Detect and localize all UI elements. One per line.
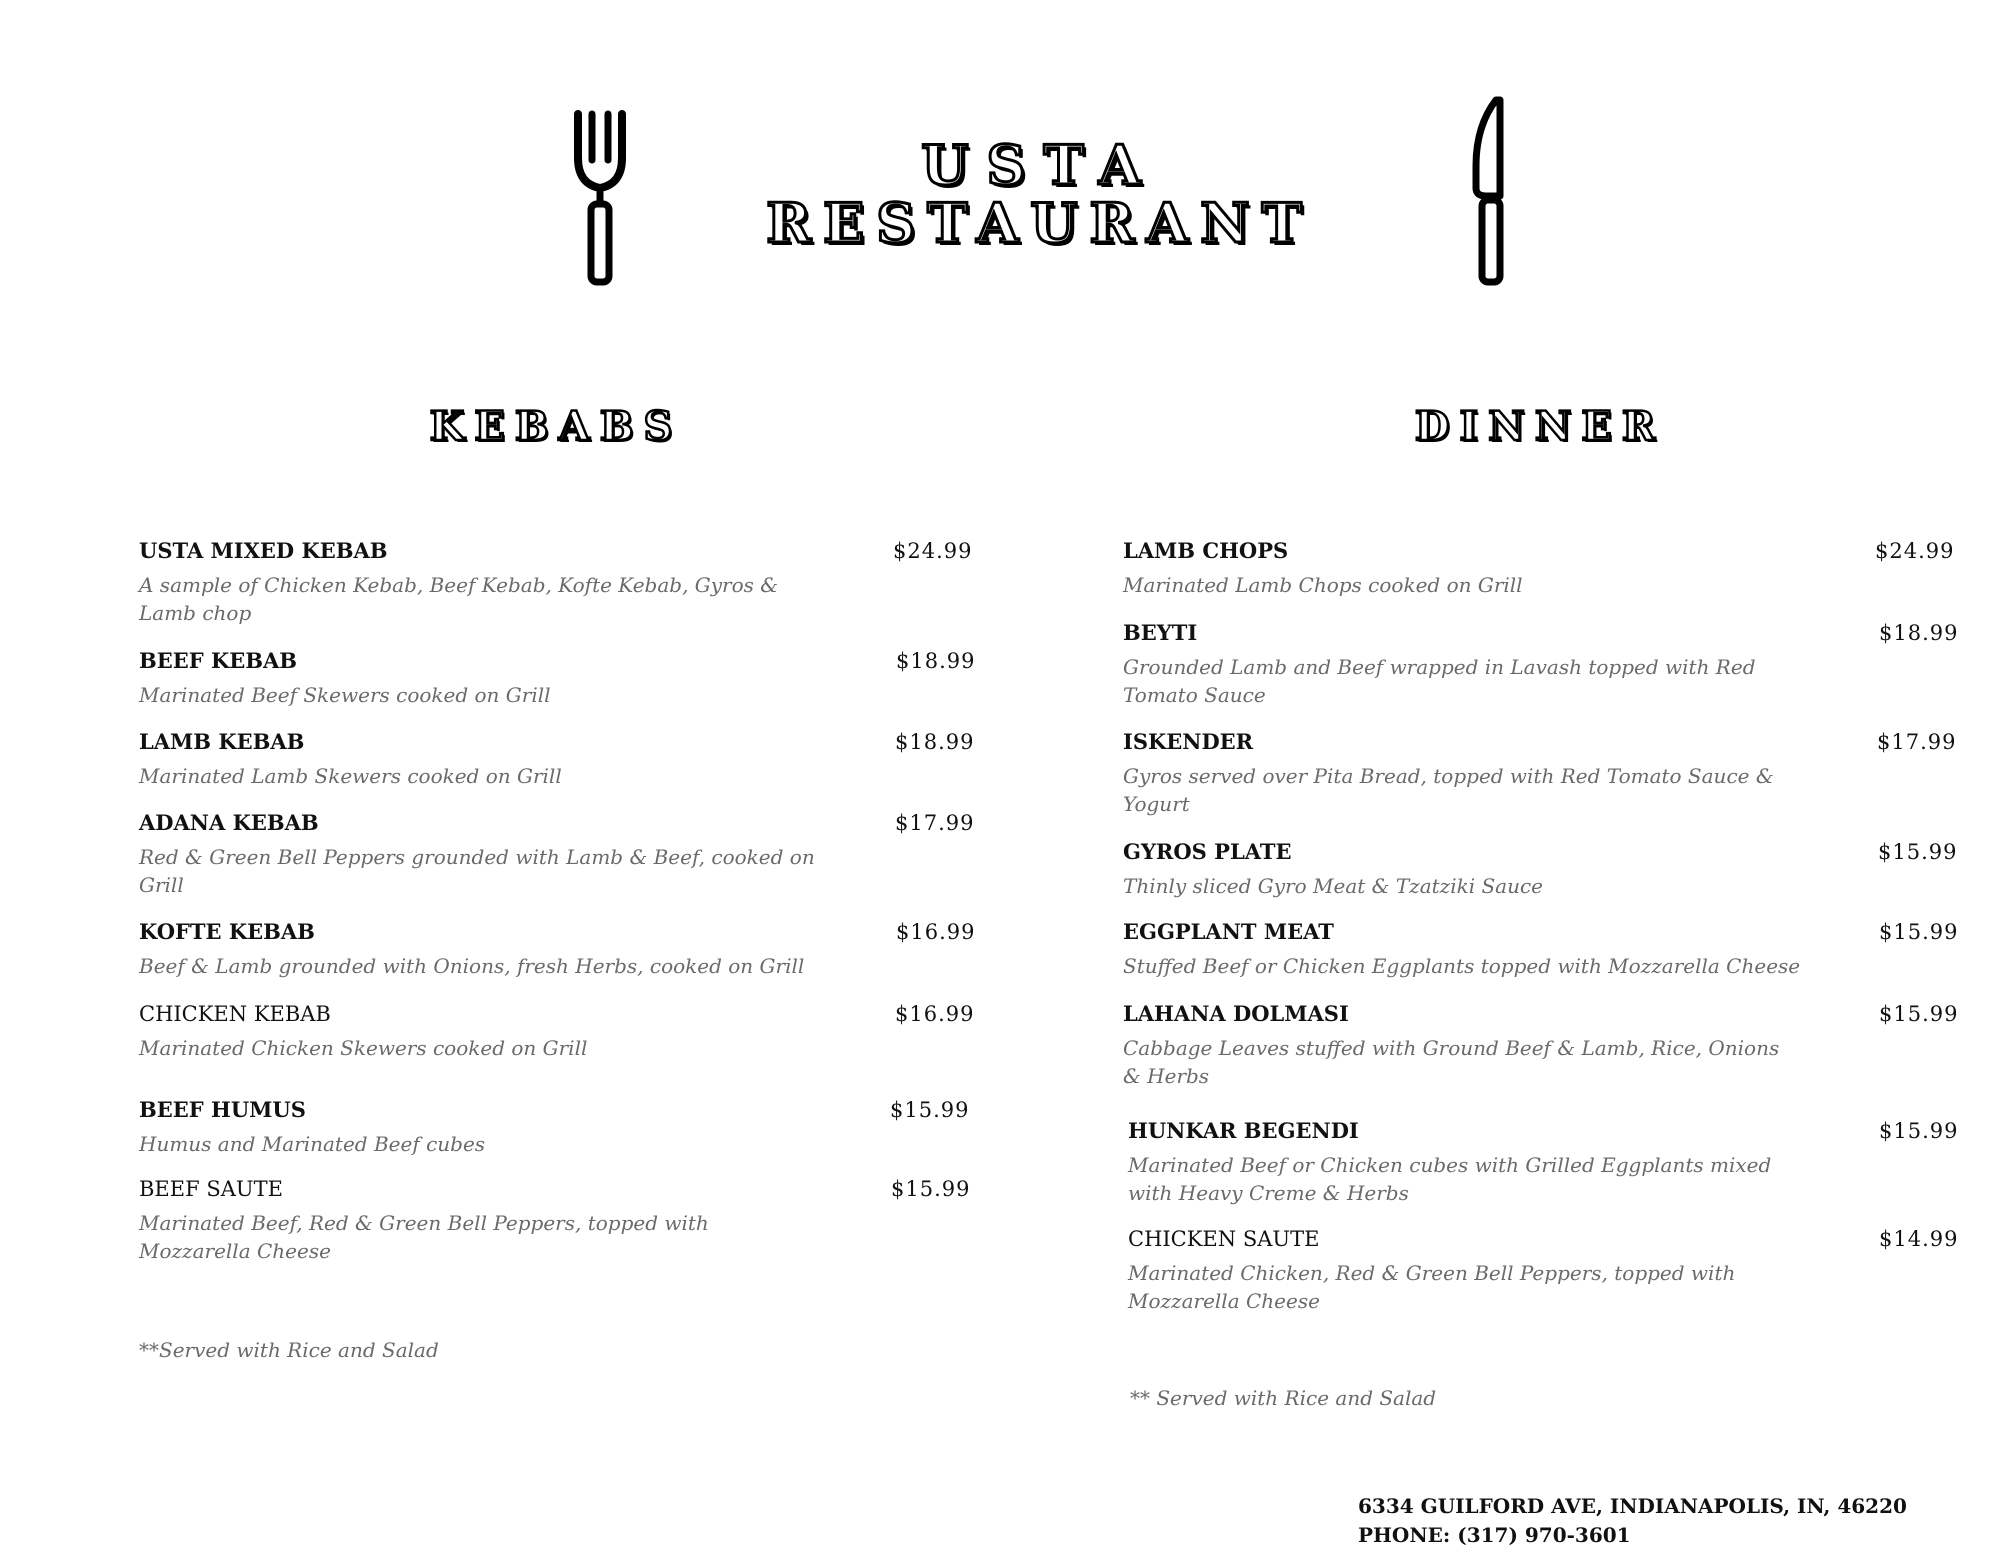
knife-icon bbox=[1466, 96, 1512, 288]
item-description: Stuffed Beef or Chicken Eggplants topped with Mozzarella Cheese bbox=[1123, 954, 1801, 978]
menu-item-lamb-kebab bbox=[139, 728, 979, 790]
item-name: EGGPLANT MEAT bbox=[1123, 919, 1334, 944]
item-price: $15.99 bbox=[1879, 920, 1959, 944]
item-name: CHICKEN KEBAB bbox=[139, 1002, 331, 1026]
item-name: LAMB CHOPS bbox=[1123, 538, 1289, 563]
restaurant-address-block bbox=[1358, 1492, 1907, 1550]
dinner-served-note: ** Served with Rice and Salad bbox=[1130, 1386, 1437, 1410]
item-price: $15.99 bbox=[1879, 1119, 1959, 1143]
item-price: $16.99 bbox=[896, 920, 976, 944]
item-description: Marinated Beef Skewers cooked on Grill bbox=[139, 683, 551, 707]
item-description: Marinated Beef or Chicken cubes with Grilled Eggplants mixed with Heavy Creme & Herbs bbox=[1128, 1153, 1772, 1205]
item-name: BEYTI bbox=[1123, 620, 1198, 645]
item-price: $24.99 bbox=[893, 539, 973, 563]
item-name: BEEF KEBAB bbox=[139, 648, 298, 673]
fork-icon bbox=[570, 110, 630, 288]
item-price: $15.99 bbox=[891, 1177, 971, 1201]
item-name: KOFTE KEBAB bbox=[139, 919, 315, 944]
menu-item-hunkar-begendi bbox=[1128, 1117, 1963, 1207]
item-name: BEEF SAUTE bbox=[139, 1177, 283, 1201]
item-description: Beef & Lamb grounded with Onions, fresh Herbs, cooked on Grill bbox=[139, 954, 805, 978]
menu-item-usta-mixed-kebab bbox=[139, 537, 979, 627]
phone-number: PHONE: (317) 970-3601 bbox=[1358, 1523, 1631, 1547]
item-description: Marinated Beef, Red & Green Bell Peppers, topped with Mozzarella Cheese bbox=[139, 1211, 709, 1263]
item-price: $24.99 bbox=[1875, 539, 1955, 563]
menu-item-beyti bbox=[1123, 619, 1963, 709]
item-description: A sample of Chicken Kebab, Beef Kebab, Kofte Kebab, Gyros & Lamb chop bbox=[139, 573, 779, 625]
menu-item-chicken-kebab bbox=[139, 1000, 979, 1062]
dinner-heading: DINNER bbox=[1414, 403, 1666, 450]
item-price: $14.99 bbox=[1879, 1227, 1959, 1251]
item-price: $15.99 bbox=[1878, 840, 1958, 864]
item-price: $18.99 bbox=[896, 649, 976, 673]
item-description: Marinated Chicken Skewers cooked on Grill bbox=[139, 1036, 588, 1060]
restaurant-title-line1: USTA bbox=[921, 133, 1159, 197]
item-price: $17.99 bbox=[1877, 730, 1957, 754]
kebabs-heading: KEBABS bbox=[429, 403, 683, 450]
item-description: Marinated Lamb Chops cooked on Grill bbox=[1123, 573, 1523, 597]
menu-item-gyros-plate bbox=[1123, 838, 1963, 900]
item-description: Cabbage Leaves stuffed with Ground Beef & Lamb, Rice, Onions & Herbs bbox=[1123, 1036, 1780, 1088]
item-description: Gyros served over Pita Bread, topped with Red Tomato Sauce & Yogurt bbox=[1123, 764, 1774, 816]
item-name: ADANA KEBAB bbox=[139, 810, 319, 835]
menu-item-beef-humus bbox=[139, 1096, 979, 1158]
item-description: Marinated Chicken, Red & Green Bell Peppers, topped with Mozzarella Cheese bbox=[1128, 1261, 1736, 1313]
item-description: Humus and Marinated Beef cubes bbox=[139, 1132, 486, 1156]
item-name: HUNKAR BEGENDI bbox=[1128, 1118, 1359, 1143]
street-address: 6334 GUILFORD AVE, INDIANAPOLIS, IN, 46220 bbox=[1358, 1494, 1907, 1518]
item-description: Red & Green Bell Peppers grounded with Lamb & Beef, cooked on Grill bbox=[139, 845, 815, 897]
item-name: USTA MIXED KEBAB bbox=[139, 538, 388, 563]
item-price: $16.99 bbox=[895, 1002, 975, 1026]
item-name: BEEF HUMUS bbox=[139, 1097, 306, 1122]
menu-item-beef-kebab bbox=[139, 647, 979, 709]
item-price: $18.99 bbox=[1879, 621, 1959, 645]
menu-item-adana-kebab bbox=[139, 809, 979, 899]
item-description: Grounded Lamb and Beef wrapped in Lavash topped with Red Tomato Sauce bbox=[1123, 655, 1756, 707]
kebabs-served-note: **Served with Rice and Salad bbox=[139, 1338, 439, 1362]
menu-item-lahana-dolmasi bbox=[1123, 1000, 1963, 1090]
item-description: Thinly sliced Gyro Meat & Tzatziki Sauce bbox=[1123, 874, 1544, 898]
menu-item-lamb-chops bbox=[1123, 537, 1963, 599]
item-name: CHICKEN SAUTE bbox=[1128, 1227, 1320, 1251]
item-price: $15.99 bbox=[890, 1098, 970, 1122]
restaurant-title-line2: RESTAURANT bbox=[766, 191, 1314, 255]
menu-item-iskender bbox=[1123, 728, 1963, 818]
item-name: ISKENDER bbox=[1123, 729, 1254, 754]
item-name: GYROS PLATE bbox=[1123, 839, 1292, 864]
menu-item-kofte-kebab bbox=[139, 918, 979, 980]
item-description: Marinated Lamb Skewers cooked on Grill bbox=[139, 764, 562, 788]
menu-item-chicken-saute bbox=[1128, 1225, 1963, 1315]
item-name: LAHANA DOLMASI bbox=[1123, 1001, 1349, 1026]
item-price: $15.99 bbox=[1879, 1002, 1959, 1026]
item-price: $18.99 bbox=[895, 730, 975, 754]
menu-item-beef-saute bbox=[139, 1175, 979, 1265]
item-price: $17.99 bbox=[895, 811, 975, 835]
menu-item-eggplant-meat bbox=[1123, 918, 1963, 980]
item-name: LAMB KEBAB bbox=[139, 729, 305, 754]
